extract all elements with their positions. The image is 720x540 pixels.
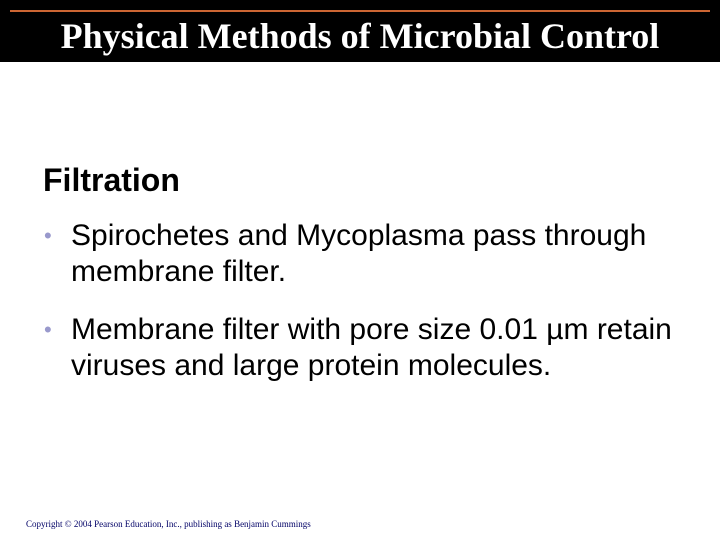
- bullet-text: Membrane filter with pore size 0.01 µm retain viruses and large protein molecules.: [71, 313, 672, 382]
- bullet-text: Spirochetes and Mycoplasma pass through membrane filter.: [71, 219, 647, 288]
- bullet-list: [44, 218, 714, 406]
- copyright-footer: Copyright © 2004 Pearson Education, Inc., publishing as Benjamin Cummings: [26, 519, 311, 529]
- section-heading: Filtration: [43, 162, 180, 198]
- slide-title: Physical Methods of Microbial Control: [60, 16, 660, 56]
- title-bar: [0, 0, 720, 62]
- bullet-item: [44, 312, 714, 384]
- bullet-item: [44, 218, 714, 290]
- bullet-icon: •: [44, 223, 52, 248]
- bullet-icon: •: [44, 317, 52, 342]
